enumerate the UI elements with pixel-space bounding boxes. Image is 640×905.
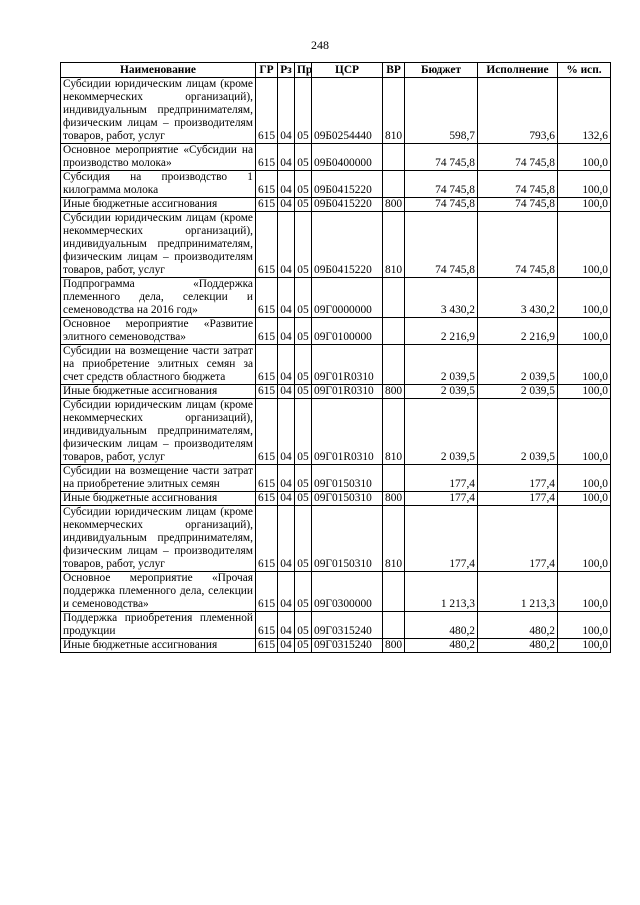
cell-gr: 615 — [256, 212, 278, 278]
cell-name: Субсидии юридическим лицам (кроме некоммерческих организаций), индивидуальным предпринимателям, физическим лицам – производителям товаров, работ, услуг — [61, 399, 256, 465]
cell-pr: 05 — [295, 399, 312, 465]
table-header — [61, 63, 611, 78]
column-header: Бюджет — [405, 63, 478, 78]
column-header: % исп. — [558, 63, 611, 78]
cell-execution: 2 216,9 — [478, 318, 558, 345]
table-row — [61, 506, 611, 572]
cell-name: Субсидии на возмещение части затрат на приобретение элитных семян за счет средств областного бюджета — [61, 345, 256, 385]
cell-percent: 100,0 — [558, 465, 611, 492]
cell-execution: 2 039,5 — [478, 345, 558, 385]
cell-rz: 04 — [278, 144, 295, 171]
table-row — [61, 492, 611, 506]
cell-gr: 615 — [256, 144, 278, 171]
cell-execution: 74 745,8 — [478, 171, 558, 198]
cell-name: Основное мероприятие «Прочая поддержка племенного дела, селекции и семеноводства» — [61, 572, 256, 612]
column-header: ЦСР — [312, 63, 383, 78]
cell-pr: 05 — [295, 492, 312, 506]
cell-budget: 74 745,8 — [405, 171, 478, 198]
cell-vr — [383, 465, 405, 492]
cell-execution: 177,4 — [478, 465, 558, 492]
cell-csr: 09Г0100000 — [312, 318, 383, 345]
cell-rz: 04 — [278, 506, 295, 572]
cell-percent: 100,0 — [558, 506, 611, 572]
column-header: Наименование — [61, 63, 256, 78]
cell-name: Основное мероприятие «Субсидии на производство молока» — [61, 144, 256, 171]
cell-vr: 810 — [383, 212, 405, 278]
budget-table — [60, 62, 611, 653]
cell-vr: 800 — [383, 198, 405, 212]
cell-csr: 09Б0415220 — [312, 212, 383, 278]
cell-percent: 100,0 — [558, 318, 611, 345]
cell-csr: 09Б0400000 — [312, 144, 383, 171]
cell-name: Подпрограмма «Поддержка племенного дела, селекции и семеноводства на 2016 год» — [61, 278, 256, 318]
cell-rz: 04 — [278, 399, 295, 465]
cell-percent: 100,0 — [558, 345, 611, 385]
cell-gr: 615 — [256, 385, 278, 399]
table-row — [61, 465, 611, 492]
cell-pr: 05 — [295, 572, 312, 612]
table-row — [61, 212, 611, 278]
cell-rz: 04 — [278, 572, 295, 612]
cell-name: Субсидии на возмещение части затрат на приобретение элитных семян — [61, 465, 256, 492]
column-header: ГР — [256, 63, 278, 78]
cell-percent: 100,0 — [558, 492, 611, 506]
cell-percent: 100,0 — [558, 385, 611, 399]
cell-pr: 05 — [295, 171, 312, 198]
cell-name: Субсидии юридическим лицам (кроме некоммерческих организаций), индивидуальным предпринимателям, физическим лицам – производителям товаров, работ, услуг — [61, 506, 256, 572]
cell-pr: 05 — [295, 212, 312, 278]
cell-execution: 74 745,8 — [478, 198, 558, 212]
cell-vr: 810 — [383, 78, 405, 144]
cell-execution: 177,4 — [478, 492, 558, 506]
cell-vr: 800 — [383, 639, 405, 653]
cell-name: Субсидии юридическим лицам (кроме некоммерческих организаций), индивидуальным предпринимателям, физическим лицам – производителям товаров, работ, услуг — [61, 212, 256, 278]
cell-csr: 09Г01R0310 — [312, 385, 383, 399]
cell-rz: 04 — [278, 345, 295, 385]
table-row — [61, 318, 611, 345]
cell-vr: 810 — [383, 506, 405, 572]
cell-name: Иные бюджетные ассигнования — [61, 492, 256, 506]
cell-budget: 2 039,5 — [405, 399, 478, 465]
cell-name: Основное мероприятие «Развитие элитного семеноводства» — [61, 318, 256, 345]
cell-name: Субсидия на производство 1 килограмма молока — [61, 171, 256, 198]
table-row — [61, 171, 611, 198]
cell-budget: 598,7 — [405, 78, 478, 144]
cell-gr: 615 — [256, 318, 278, 345]
cell-execution: 480,2 — [478, 612, 558, 639]
cell-pr: 05 — [295, 318, 312, 345]
cell-execution: 480,2 — [478, 639, 558, 653]
cell-vr — [383, 278, 405, 318]
table-row — [61, 572, 611, 612]
cell-pr: 05 — [295, 278, 312, 318]
cell-percent: 100,0 — [558, 612, 611, 639]
cell-execution: 177,4 — [478, 506, 558, 572]
cell-vr: 800 — [383, 385, 405, 399]
cell-csr: 09Б0415220 — [312, 198, 383, 212]
cell-rz: 04 — [278, 78, 295, 144]
cell-csr: 09Г01R0310 — [312, 399, 383, 465]
cell-percent: 100,0 — [558, 639, 611, 653]
cell-csr: 09Г0315240 — [312, 639, 383, 653]
cell-gr: 615 — [256, 399, 278, 465]
table-row — [61, 78, 611, 144]
cell-csr: 09Б0254440 — [312, 78, 383, 144]
cell-percent: 100,0 — [558, 171, 611, 198]
cell-pr: 05 — [295, 144, 312, 171]
cell-name: Иные бюджетные ассигнования — [61, 639, 256, 653]
cell-pr: 05 — [295, 78, 312, 144]
cell-execution: 2 039,5 — [478, 399, 558, 465]
column-header: Исполнение — [478, 63, 558, 78]
table-row — [61, 144, 611, 171]
cell-pr: 05 — [295, 612, 312, 639]
cell-pr: 05 — [295, 198, 312, 212]
cell-rz: 04 — [278, 385, 295, 399]
cell-csr: 09Г0315240 — [312, 612, 383, 639]
cell-rz: 04 — [278, 278, 295, 318]
cell-gr: 615 — [256, 465, 278, 492]
cell-gr: 615 — [256, 171, 278, 198]
cell-percent: 100,0 — [558, 399, 611, 465]
cell-gr: 615 — [256, 612, 278, 639]
cell-rz: 04 — [278, 612, 295, 639]
cell-vr — [383, 318, 405, 345]
cell-pr: 05 — [295, 385, 312, 399]
cell-vr — [383, 612, 405, 639]
cell-rz: 04 — [278, 198, 295, 212]
cell-budget: 2 039,5 — [405, 385, 478, 399]
cell-pr: 05 — [295, 465, 312, 492]
cell-gr: 615 — [256, 492, 278, 506]
cell-name: Субсидии юридическим лицам (кроме некоммерческих организаций), индивидуальным предпринимателям, физическим лицам – производителям товаров, работ, услуг — [61, 78, 256, 144]
cell-execution: 74 745,8 — [478, 144, 558, 171]
cell-rz: 04 — [278, 212, 295, 278]
cell-gr: 615 — [256, 198, 278, 212]
cell-rz: 04 — [278, 171, 295, 198]
cell-budget: 2 216,9 — [405, 318, 478, 345]
cell-percent: 100,0 — [558, 212, 611, 278]
cell-budget: 177,4 — [405, 465, 478, 492]
column-header: Рз — [278, 63, 295, 78]
cell-percent: 100,0 — [558, 198, 611, 212]
cell-execution: 1 213,3 — [478, 572, 558, 612]
cell-budget: 480,2 — [405, 612, 478, 639]
page-number: 248 — [311, 38, 329, 52]
table-row — [61, 399, 611, 465]
cell-csr: 09Г0150310 — [312, 492, 383, 506]
cell-vr: 810 — [383, 399, 405, 465]
cell-rz: 04 — [278, 492, 295, 506]
cell-gr: 615 — [256, 278, 278, 318]
column-header: ВР — [383, 63, 405, 78]
cell-gr: 615 — [256, 506, 278, 572]
column-header: Пр — [295, 63, 312, 78]
table-row — [61, 612, 611, 639]
cell-name: Иные бюджетные ассигнования — [61, 198, 256, 212]
cell-csr: 09Г0300000 — [312, 572, 383, 612]
cell-execution: 3 430,2 — [478, 278, 558, 318]
cell-gr: 615 — [256, 572, 278, 612]
cell-budget: 3 430,2 — [405, 278, 478, 318]
cell-csr: 09Б0415220 — [312, 171, 383, 198]
cell-execution: 793,6 — [478, 78, 558, 144]
cell-pr: 05 — [295, 506, 312, 572]
cell-percent: 100,0 — [558, 278, 611, 318]
cell-percent: 100,0 — [558, 572, 611, 612]
cell-vr — [383, 144, 405, 171]
cell-budget: 74 745,8 — [405, 144, 478, 171]
cell-percent: 100,0 — [558, 144, 611, 171]
table-row — [61, 639, 611, 653]
cell-csr: 09Г0000000 — [312, 278, 383, 318]
cell-budget: 74 745,8 — [405, 212, 478, 278]
table-row — [61, 385, 611, 399]
cell-budget: 177,4 — [405, 506, 478, 572]
cell-execution: 2 039,5 — [478, 385, 558, 399]
table-row — [61, 278, 611, 318]
cell-name: Поддержка приобретения племенной продукции — [61, 612, 256, 639]
cell-rz: 04 — [278, 639, 295, 653]
cell-percent: 132,6 — [558, 78, 611, 144]
cell-gr: 615 — [256, 78, 278, 144]
cell-vr — [383, 572, 405, 612]
cell-rz: 04 — [278, 318, 295, 345]
cell-name: Иные бюджетные ассигнования — [61, 385, 256, 399]
cell-vr — [383, 345, 405, 385]
cell-gr: 615 — [256, 345, 278, 385]
cell-budget: 480,2 — [405, 639, 478, 653]
cell-pr: 05 — [295, 345, 312, 385]
table-row — [61, 345, 611, 385]
cell-pr: 05 — [295, 639, 312, 653]
cell-gr: 615 — [256, 639, 278, 653]
cell-execution: 74 745,8 — [478, 212, 558, 278]
cell-budget: 74 745,8 — [405, 198, 478, 212]
cell-budget: 2 039,5 — [405, 345, 478, 385]
cell-rz: 04 — [278, 465, 295, 492]
table-row — [61, 198, 611, 212]
cell-budget: 177,4 — [405, 492, 478, 506]
cell-csr: 09Г0150310 — [312, 465, 383, 492]
cell-vr: 800 — [383, 492, 405, 506]
cell-csr: 09Г01R0310 — [312, 345, 383, 385]
cell-budget: 1 213,3 — [405, 572, 478, 612]
cell-vr — [383, 171, 405, 198]
cell-csr: 09Г0150310 — [312, 506, 383, 572]
